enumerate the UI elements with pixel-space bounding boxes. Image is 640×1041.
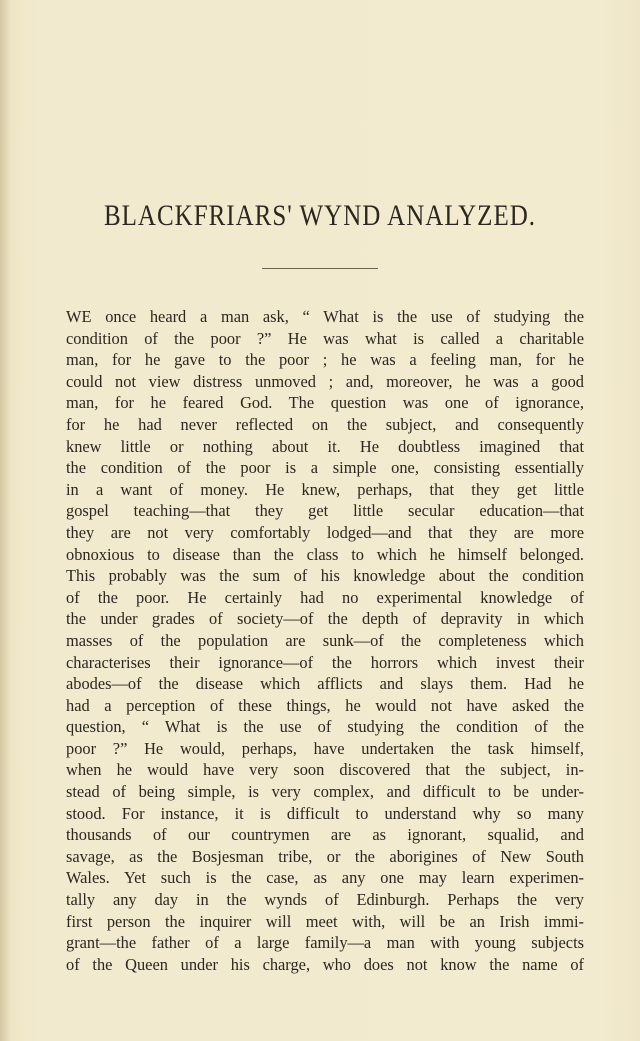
text-line: savage, as the Bosjesman tribe, or the aborigines of New South [66, 846, 584, 866]
text-line: characterises their ignorance—of the horrors which invest their [66, 652, 584, 672]
text-line: of the poor. He certainly had no experimental knowledge of [66, 587, 584, 607]
text-line: masses of the population are sunk—of the completeness which [66, 630, 584, 650]
text-line: question, “ What is the use of studying the condition of the [66, 717, 584, 737]
text-line: This probably was the sum of his knowledge about the condition [66, 566, 584, 586]
text-line: the condition of the poor is a simple one, consisting essentially [66, 458, 584, 478]
text-line: condition of the poor ?” He was what is called a charitable [66, 328, 584, 348]
text-line: they are not very comfortably lodged—and that they are more [66, 522, 584, 542]
text-line: the under grades of society—of the depth of depravity in which [66, 609, 584, 629]
text-line: tally any day in the wynds of Edinburgh. Perhaps the very [66, 890, 584, 910]
text-line: thousands of our countrymen are as ignorant, squalid, and [66, 825, 584, 845]
text-line: man, for he gave to the poor ; he was a feeling man, for he [66, 350, 584, 370]
text-line: gospel teaching—that they get little secular education—that [66, 501, 584, 521]
body-paragraph [66, 306, 584, 975]
page-gutter-shadow [0, 0, 10, 1041]
text-line: for he had never reflected on the subject, and consequently [66, 414, 584, 434]
text-line: Wales. Yet such is the case, as any one may learn experimen- [66, 868, 584, 888]
chapter-title: BLACKFRIARS' WYND ANALYZED. [103, 200, 537, 232]
text-line: in a want of money. He knew, perhaps, that they get little [66, 479, 584, 499]
title-rule-divider [262, 268, 378, 269]
text-line: WE once heard a man ask, “ What is the use of studying the [66, 307, 584, 326]
text-line: abodes—of the disease which afflicts and slays them. Had he [66, 674, 584, 694]
text-line: stood. For instance, it is difficult to understand why so many [66, 803, 584, 823]
text-line: could not view distress unmoved ; and, moreover, he was a good [66, 371, 584, 391]
text-line: man, for he feared God. The question was one of ignorance, [66, 393, 584, 413]
text-line: first person the inquirer will meet with, will be an Irish immi- [66, 911, 584, 931]
text-line: obnoxious to disease than the class to which he himself belonged. [66, 544, 584, 564]
text-line: poor ?” He would, perhaps, have undertaken the task himself, [66, 738, 584, 758]
text-line: when he would have very soon discovered that the subject, in- [66, 760, 584, 780]
text-line: had a perception of these things, he would not have asked the [66, 695, 584, 715]
text-line: knew little or nothing about it. He doubtless imagined that [66, 436, 584, 456]
text-line: of the Queen under his charge, who does not know the name of [66, 954, 584, 974]
text-line: stead of being simple, is very complex, and difficult to be under- [66, 782, 584, 802]
text-line: grant—the father of a large family—a man with young subjects [66, 933, 584, 953]
